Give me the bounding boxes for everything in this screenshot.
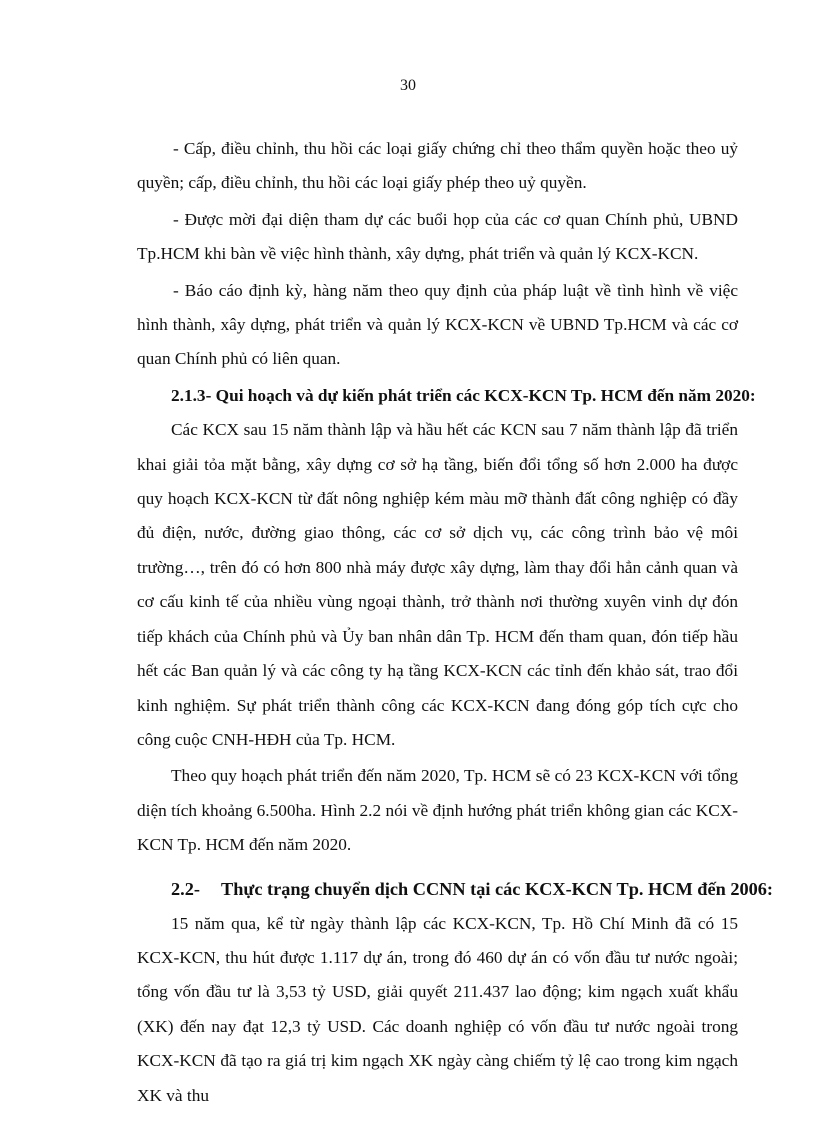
section-number: 2.2- [171, 878, 200, 899]
bullet-item: - Cấp, điều chỉnh, thu hồi các loại giấy chứng chỉ theo thẩm quyền hoặc theo uỷ quyền; cấp, điều chỉnh, thu hồi các loại giấy phép theo uỷ quyền. [137, 139, 738, 193]
bullet-item: - Báo cáo định kỳ, hàng năm theo quy định của pháp luật về tình hình về việc hình thành, xây dựng, phát triển và quản lý KCX-KCN về UBND Tp.HCM và các cơ quan Chính phủ có liên quan. [137, 280, 738, 369]
section-title: Thực trạng chuyển dịch CCNN tại các KCX-KCN Tp. HCM đến 2006: [221, 878, 773, 899]
body-paragraph: Theo quy hoạch phát triển đến năm 2020, Tp. HCM sẽ có 23 KCX-KCN với tổng diện tích khoảng 6.500ha. Hình 2.2 nói về định hướng phát triển không gian các KCX-KCN Tp. HCM đến năm 2020. [137, 766, 738, 855]
section-heading-2-2 [137, 871, 773, 907]
page-number: 30 [400, 77, 416, 94]
bullet-item: - Được mời đại diện tham dự các buổi họp của các cơ quan Chính phủ, UBND Tp.HCM khi bàn về việc hình thành, xây dựng, phát triển và quản lý KCX-KCN. [137, 209, 738, 264]
body-paragraph: 15 năm qua, kể từ ngày thành lập các KCX-KCN, Tp. Hồ Chí Minh đã có 15 KCX-KCN, thu hút được 1.117 dự án, trong đó 460 dự án có vốn đầu tư nước ngoài; tổng vốn đầu tư là 3,53 tỷ USD, giải quyết 211.437 lao động; kim ngạch xuất khẩu (XK) đến nay đạt 12,3 tỷ USD. Các doanh nghiệp có vốn đầu tư nước ngoài trong KCX-KCN đã tạo ra giá trị kim ngạch XK ngày càng chiếm tỷ lệ cao trong kim ngạch XK và thu [137, 913, 738, 1105]
page-body [137, 132, 773, 1115]
section-heading-2-1-3: 2.1.3- Qui hoạch và dự kiến phát triển các KCX-KCN Tp. HCM đến năm 2020: [171, 385, 756, 405]
body-paragraph: Các KCX sau 15 năm thành lập và hầu hết các KCN sau 7 năm thành lập đã triển khai giải tỏa mặt bằng, xây dựng cơ sở hạ tầng, biến đổi tổng số hơn 2.000 ha được quy hoạch KCX-KCN từ đất nông nghiệp kém màu mỡ thành đất công nghiệp có đầy đủ điện, nước, đường giao thông, các cơ sở dịch vụ, các công trình bảo vệ môi trường…, trên đó có hơn 800 nhà máy được xây dựng, làm thay đổi hẳn cảnh quan và cơ cấu kinh tế của nhiều vùng ngoại thành, trở thành nơi thường xuyên vinh dự đón tiếp khách của Chính phủ và Ủy ban nhân dân Tp. HCM đến tham quan, đón tiếp hầu hết các Ban quản lý và các công ty hạ tầng KCX-KCN các tỉnh đến khảo sát, trao đổi kinh nghiệm. Sự phát triển thành công các KCX-KCN đang đóng góp tích cực cho công cuộc CNH-HĐH của Tp. HCM. [137, 420, 738, 749]
